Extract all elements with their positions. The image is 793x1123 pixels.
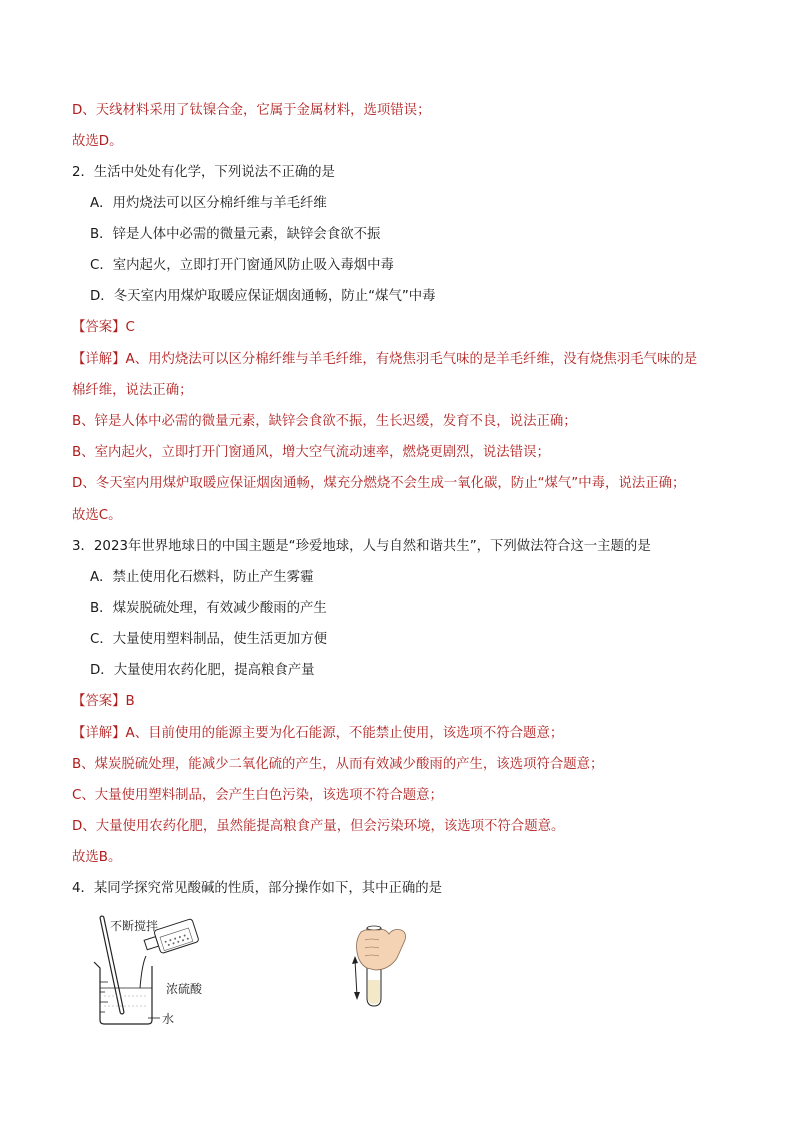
q2-answer: 【答案】C (72, 320, 135, 335)
q3-detail-4: D、大量使用农药化肥，虽然能提高粮食产量，但会污染环境，该选项不符合题意。 (72, 819, 565, 834)
q3-option-b: B．煤炭脱硫处理，有效减少酸雨的产生 (90, 601, 327, 616)
hand-test-tube-diagram (345, 918, 415, 1018)
q3-answer: 【答案】B (72, 694, 135, 709)
q2-conclusion: 故选C。 (72, 508, 122, 523)
label-stir: 不断搅拌 (110, 919, 159, 933)
q3-option-c: C．大量使用塑料制品，使生活更加方便 (90, 632, 327, 647)
figure-shaking-test-tube (345, 918, 415, 1018)
q3-detail-1: 【详解】A、目前使用的能源主要为化石能源，不能禁止使用，该选项不符合题意； (72, 726, 564, 741)
q2-option-a: A．用灼烧法可以区分棉纤维与羊毛纤维 (90, 196, 327, 211)
q2-detail-2: 棉纤维，说法正确； (72, 383, 193, 398)
q3-stem: 3．2023年世界地球日的中国主题是“珍爱地球，人与自然和谐共生”，下列做法符合这一主题的是 (72, 539, 651, 554)
q2-option-c: C．室内起火，立即打开门窗通风防止吸入毒烟中毒 (90, 258, 394, 273)
q2-detail-4: B、室内起火，立即打开门窗通风，增大空气流动速率，燃烧更剧烈，说法错误； (72, 445, 550, 460)
q3-option-d: D．大量使用农药化肥，提高粮食产量 (90, 663, 315, 678)
q2-detail-5: D、冬天室内用煤炉取暖应保证烟囱通畅，煤充分燃烧不会生成一氧化碳，防止“煤气”中毒，说法正确； (72, 476, 686, 491)
q3-conclusion: 故选B。 (72, 850, 122, 865)
q3-option-a: A．禁止使用化石燃料，防止产生雾霾 (90, 570, 314, 585)
label-water: 水 (162, 1012, 175, 1026)
q2-detail-1: 【详解】A、用灼烧法可以区分棉纤维与羊毛纤维，有烧焦羽毛气味的是羊毛纤维，没有烧焦羽毛气味的是 (72, 352, 698, 367)
q2-stem: 2．生活中处处有化学，下列说法不正确的是 (72, 165, 335, 180)
q4-stem: 4．某同学探究常见酸碱的性质，部分操作如下，其中正确的是 (72, 881, 443, 896)
figure-dilution (90, 912, 250, 1032)
q1-conclusion: 故选D。 (72, 134, 123, 149)
q2-option-b: B．锌是人体中必需的微量元素，缺锌会食欲不振 (90, 227, 381, 242)
q2-option-d: D．冬天室内用煤炉取暖应保证烟囱通畅，防止“煤气”中毒 (90, 289, 436, 304)
label-concentrated-acid: 浓硫酸 (166, 982, 203, 996)
q1-option-d-explanation: D、天线材料采用了钛镍合金，它属于金属材料，选项错误； (72, 103, 431, 118)
q3-detail-3: C、大量使用塑料制品，会产生白色污染，该选项不符合题意； (72, 788, 443, 803)
q3-detail-2: B、煤炭脱硫处理，能减少二氧化硫的产生，从而有效减少酸雨的产生，该选项符合题意； (72, 757, 604, 772)
q2-detail-3: B、锌是人体中必需的微量元素，缺锌会食欲不振，生长迟缓，发育不良，说法正确； (72, 414, 577, 429)
